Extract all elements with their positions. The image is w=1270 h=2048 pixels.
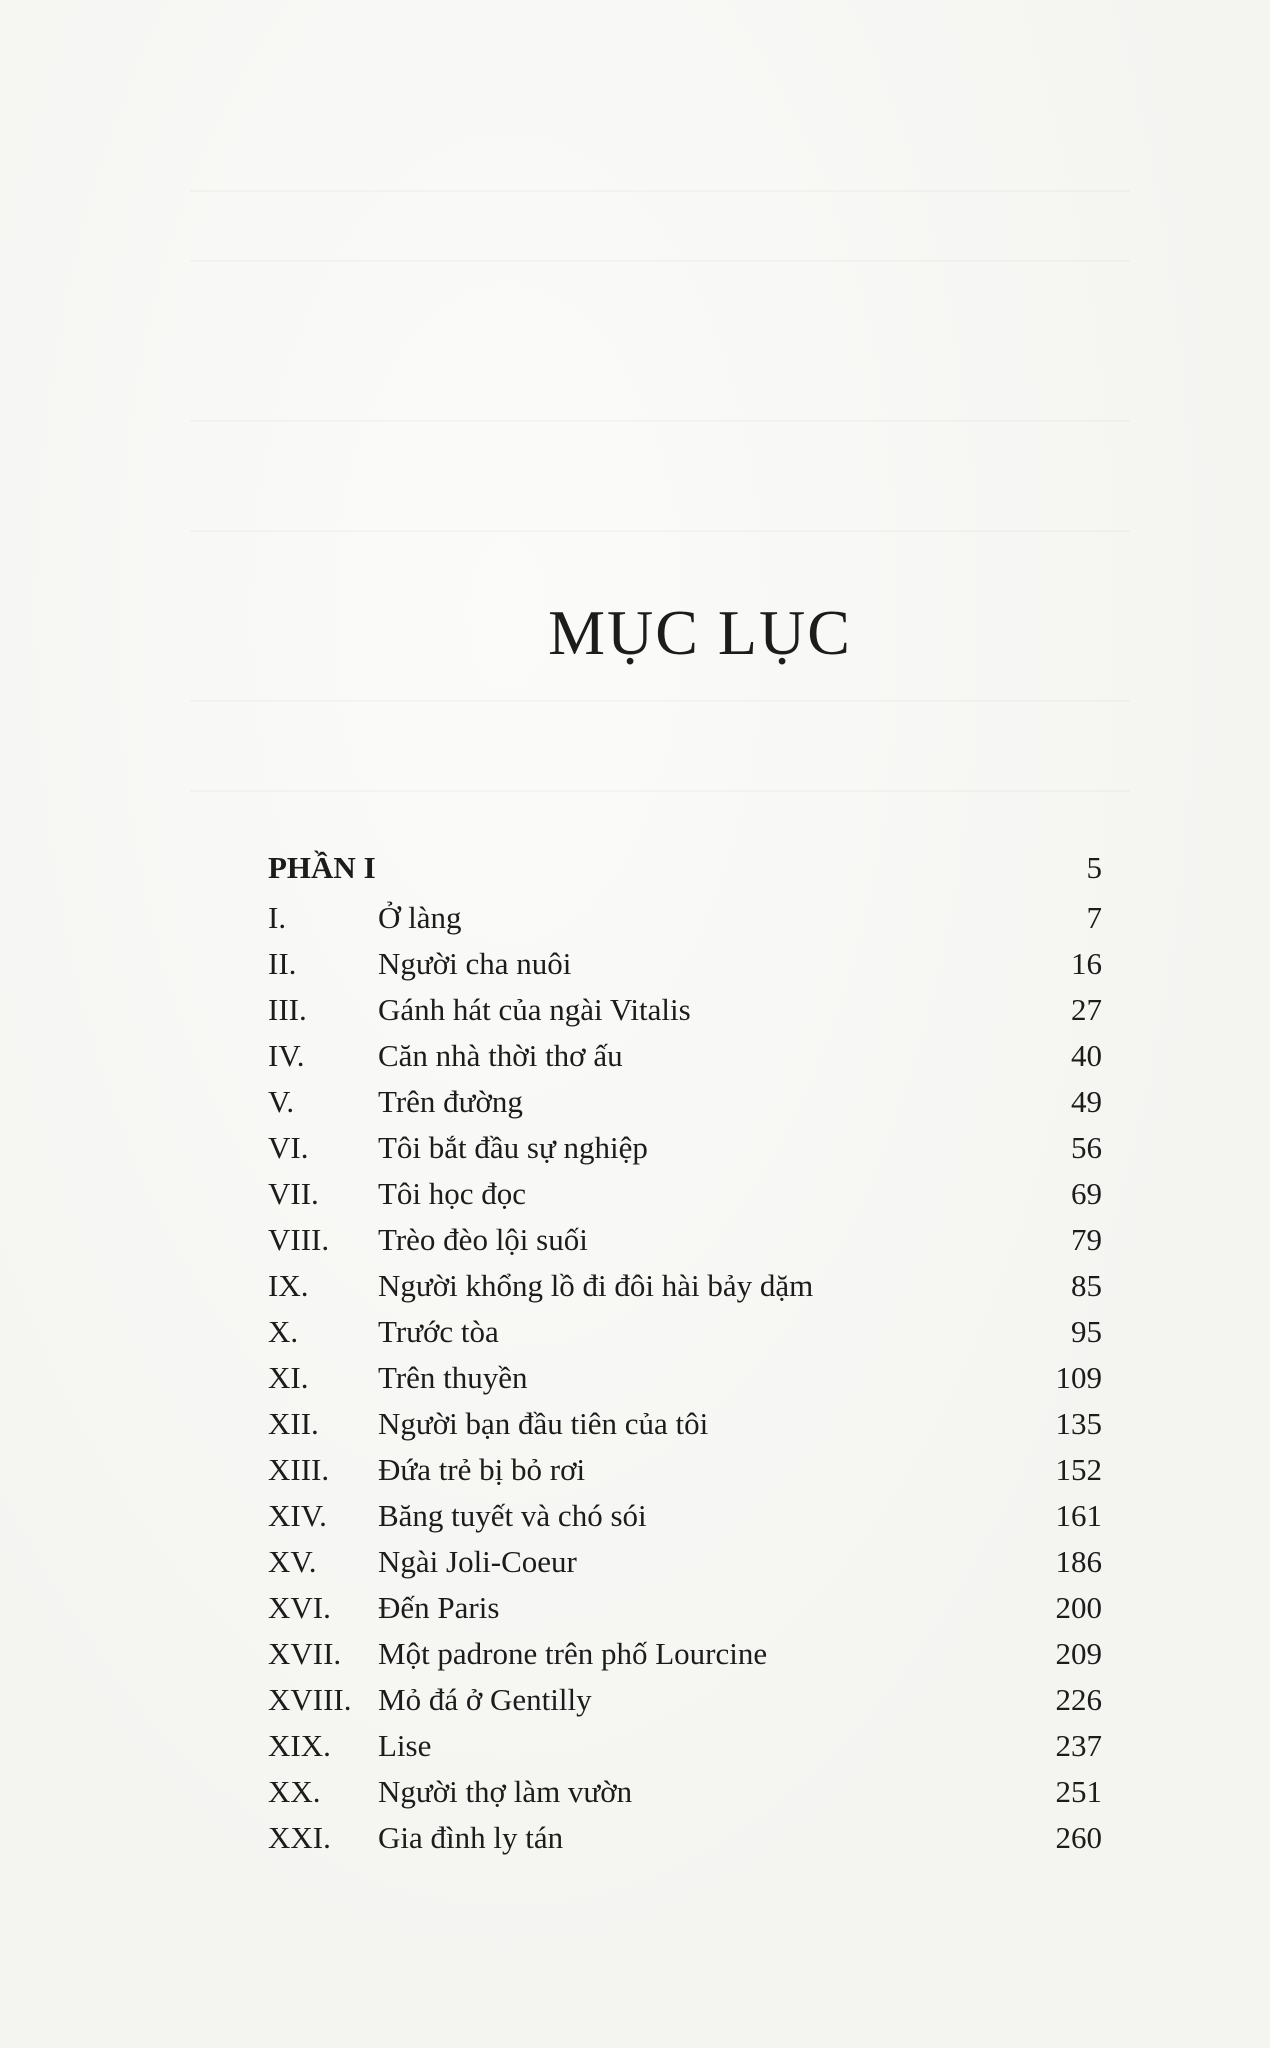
- toc-entry: [268, 1447, 1102, 1493]
- chapter-title: Căn nhà thời thơ ấu: [378, 1038, 623, 1073]
- show-through-line: [190, 420, 1130, 422]
- chapter-number: X.: [268, 1314, 299, 1349]
- chapter-page: 16: [1071, 946, 1102, 981]
- chapter-page: 251: [1055, 1774, 1102, 1809]
- chapter-page: 49: [1071, 1084, 1102, 1119]
- chapter-title: Ngài Joli-Coeur: [378, 1544, 577, 1579]
- chapter-page: 27: [1071, 992, 1102, 1027]
- chapter-title: Đứa trẻ bị bỏ rơi: [378, 1452, 586, 1487]
- chapter-number: XIII.: [268, 1452, 330, 1487]
- chapter-number: XVII.: [268, 1636, 342, 1671]
- chapter-number: VIII.: [268, 1222, 330, 1257]
- chapter-page: 40: [1071, 1038, 1102, 1073]
- chapter-page: 152: [1055, 1452, 1102, 1487]
- chapter-title: Người thợ làm vườn: [378, 1774, 633, 1809]
- toc-entry: [268, 1217, 1102, 1263]
- chapter-page: 161: [1055, 1498, 1102, 1533]
- chapter-page: 260: [1055, 1820, 1102, 1855]
- show-through-line: [190, 260, 1130, 262]
- chapter-page: 186: [1055, 1544, 1102, 1579]
- chapter-number: VII.: [268, 1176, 319, 1211]
- chapter-page: 226: [1055, 1682, 1102, 1717]
- chapter-number: XIX.: [268, 1728, 331, 1763]
- toc-entry: [268, 1171, 1102, 1217]
- toc-entry: [268, 1401, 1102, 1447]
- chapter-number: XVIII.: [268, 1682, 352, 1717]
- chapter-title: Đến Paris: [378, 1590, 500, 1625]
- chapter-page: 200: [1055, 1590, 1102, 1625]
- chapter-title: Tôi học đọc: [378, 1176, 527, 1211]
- chapter-page: 85: [1071, 1268, 1102, 1303]
- toc-entry: [268, 1125, 1102, 1171]
- chapter-page: 56: [1071, 1130, 1102, 1165]
- toc-entry: [268, 941, 1102, 987]
- chapter-number: III.: [268, 992, 307, 1027]
- chapter-number: XIV.: [268, 1498, 327, 1533]
- chapter-title: Trèo đèo lội suối: [378, 1222, 588, 1257]
- toc-entry: [268, 1355, 1102, 1401]
- chapter-title: Một padrone trên phố Lourcine: [378, 1636, 768, 1671]
- part-page-number: 5: [1086, 850, 1102, 885]
- chapter-number: XV.: [268, 1544, 317, 1579]
- show-through-line: [190, 790, 1130, 792]
- chapter-page: 7: [1086, 900, 1102, 935]
- chapter-page: 237: [1055, 1728, 1102, 1763]
- toc-entry: [268, 1309, 1102, 1355]
- show-through-line: [190, 190, 1130, 192]
- chapter-page: 95: [1071, 1314, 1102, 1349]
- chapter-title: Mỏ đá ở Gentilly: [378, 1682, 592, 1717]
- chapter-number: II.: [268, 946, 297, 981]
- show-through-line: [190, 530, 1130, 532]
- chapter-title: Người khổng lồ đi đôi hài bảy dặm: [378, 1268, 814, 1303]
- toc-entry: [268, 1631, 1102, 1677]
- chapter-number: XVI.: [268, 1590, 331, 1625]
- toc-entry: [268, 1493, 1102, 1539]
- toc-entry: [268, 1585, 1102, 1631]
- chapter-title: Trước tòa: [378, 1314, 499, 1349]
- toc-entry: [268, 1033, 1102, 1079]
- chapter-number: IV.: [268, 1038, 305, 1073]
- chapter-title: Người bạn đầu tiên của tôi: [378, 1406, 709, 1441]
- chapter-page: 69: [1071, 1176, 1102, 1211]
- chapter-number: XXI.: [268, 1820, 331, 1855]
- chapter-title: Tôi bắt đầu sự nghiệp: [378, 1130, 648, 1165]
- toc-entry: [268, 1079, 1102, 1125]
- chapter-page: 135: [1055, 1406, 1102, 1441]
- toc-entry: [268, 1815, 1102, 1861]
- chapter-page: 209: [1055, 1636, 1102, 1671]
- part-label: PHẦN I: [268, 850, 376, 885]
- chapter-title: Ở làng: [378, 900, 462, 935]
- chapter-page: 109: [1055, 1360, 1102, 1395]
- page-title: MỤC LỤC: [548, 597, 852, 668]
- chapter-title: Lise: [378, 1728, 432, 1763]
- chapter-title: Băng tuyết và chó sói: [378, 1498, 647, 1533]
- table-of-contents: [268, 895, 1102, 1861]
- toc-entry: [268, 895, 1102, 941]
- chapter-title: Người cha nuôi: [378, 946, 572, 981]
- chapter-title: Trên thuyền: [378, 1360, 528, 1395]
- chapter-title: Gia đình ly tán: [378, 1820, 564, 1855]
- chapter-number: I.: [268, 900, 287, 935]
- toc-entry: [268, 1677, 1102, 1723]
- chapter-number: V.: [268, 1084, 295, 1119]
- toc-entry: [268, 1263, 1102, 1309]
- chapter-title: Gánh hát của ngài Vitalis: [378, 992, 691, 1027]
- chapter-page: 79: [1071, 1222, 1102, 1257]
- toc-entry: [268, 1539, 1102, 1585]
- show-through-line: [190, 700, 1130, 702]
- chapter-title: Trên đường: [378, 1084, 523, 1119]
- chapter-number: XII.: [268, 1406, 319, 1441]
- toc-entry: [268, 1769, 1102, 1815]
- chapter-number: XX.: [268, 1774, 321, 1809]
- part-heading: [268, 850, 1102, 894]
- toc-entry: [268, 1723, 1102, 1769]
- chapter-number: XI.: [268, 1360, 309, 1395]
- toc-entry: [268, 987, 1102, 1033]
- chapter-number: VI.: [268, 1130, 309, 1165]
- chapter-number: IX.: [268, 1268, 309, 1303]
